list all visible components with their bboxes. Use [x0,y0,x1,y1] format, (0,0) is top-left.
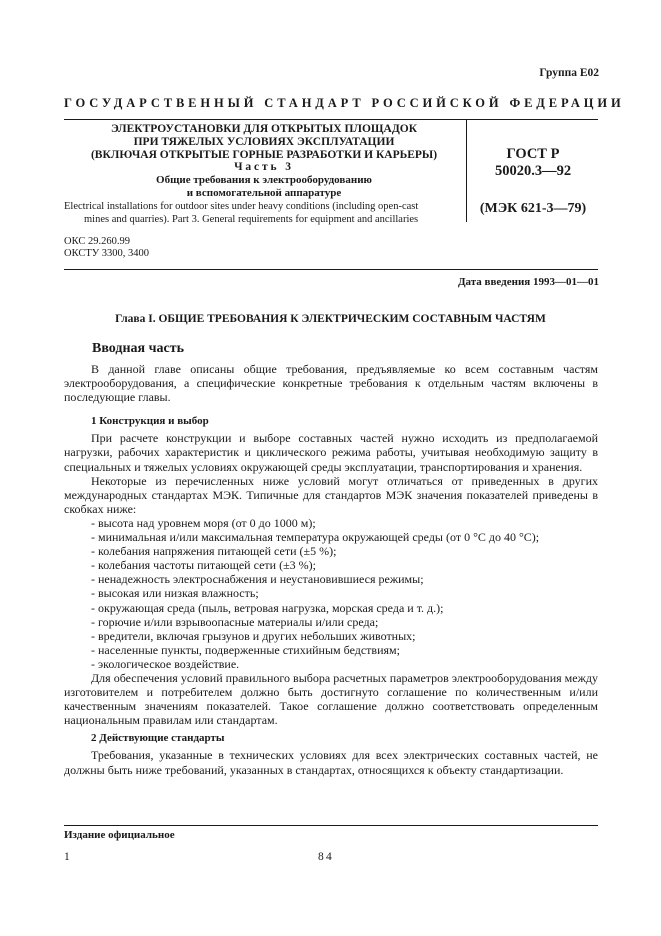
gost-number: 50020.3—92 [494,162,572,179]
gost-label: ГОСТ Р [506,146,560,162]
header-rule [64,119,598,120]
title-part: Часть 3 [234,161,294,174]
list-item: - вредители, включая грызунов и других небольших животных; [91,628,416,643]
section-2-paragraph-1: Требования, указанные в технических условиях для всех электрических составных частей, не должны быть ниже требований, указанных в стандартах, относящихся к объекту стандартизации. [64,748,598,777]
iec-reference: (МЭК 621-3—79) [479,201,587,216]
title-divider [466,120,467,222]
english-title-line-1: Electrical installations for outdoor sites under heavy conditions (including open-cast [64,200,419,212]
classification-codes [64,236,149,260]
list-item: - колебания частоты питающей сети (±3 %); [91,558,316,573]
official-edition-label: Издание официальное [64,829,175,841]
english-title-line-2: mines and quarries). Part 3. General requirements for equipment and ancillaries [84,213,419,225]
list-item: - окружающая среда (пыль, ветровая нагрузка, морская среда и т. д.); [91,600,444,615]
title-line-2: ПРИ ТЯЖЕЛЫХ УСЛОВИЯХ ЭКСПЛУАТАЦИИ [133,135,395,148]
page-number-center: 84 [318,851,335,863]
title-line-1: ЭЛЕКТРОУСТАНОВКИ ДЛЯ ОТКРЫТЫХ ПЛОЩАДОК [110,123,418,135]
footer-rule [64,825,598,826]
standard-title-block [64,123,464,226]
section-1-paragraph-2: Некоторые из перечисленных ниже условий могут отличаться от приведенных в других международных стандартах МЭК. Типичные для стандартов МЭК значения показателей приведены в скобках ниже: [64,473,598,516]
chapter-heading: Глава I. ОБЩИЕ ТРЕБОВАНИЯ К ЭЛЕКТРИЧЕСКИМ СОСТАВНЫМ ЧАСТЯМ [115,313,546,325]
list-item: - ненадежность электроснабжения и неустановившиеся режимы; [91,572,424,587]
list-item: - горючие и/или взрывоопасные материалы и/или среда; [91,614,379,629]
list-item: - населенные пункты, подверженные стихийным бедствиям; [91,642,400,657]
document-body [64,362,598,777]
oks-code: ОКС 29.260.99 [64,236,130,247]
state-standard-title: ГОСУДАРСТВЕННЫЙ СТАНДАРТ РОССИЙСКОЙ ФЕДЕРАЦИИ [64,96,625,110]
page-number-left: 1 [64,851,70,863]
section-2-heading: 2 Действующие стандарты [91,732,225,745]
section-1-heading: 1 Конструкция и выбор [91,415,209,428]
group-label: Группа Е02 [539,67,599,79]
subtitle-line-2: и вспомогательной аппаратуре [186,186,342,199]
list-item: - минимальная и/или максимальная температура окружающей среды (от 0 °С до 40 °С); [91,530,540,545]
classification-rule [64,269,598,270]
conditions-list [64,516,598,671]
section-1-paragraph-1: При расчете конструкции и выборе составных частей нужно исходить из предполагаемой нагрузки, рабочих характеристик и циклического режима работы, учитывая необходимую защиту в специальных и тяжелых условиях окружающей среды эксплуатации, транспортирования и хранения. [64,431,598,474]
list-item: - экологическое воздействие. [91,656,240,671]
section-1-paragraph-3: Для обеспечения условий правильного выбора расчетных параметров электрооборудования между изготовителем и потребителем должно быть достигнуто соглашение по количественным и/или качественным значениям показателей. Такое соглашение должно соответствовать определенным национальным правилам или стандартам. [64,670,598,728]
introduction-date: Дата введения 1993—01—01 [457,276,599,288]
gost-designation [468,146,598,217]
intro-heading: Вводная часть [92,341,185,356]
intro-paragraph: В данной главе описаны общие требования, предъявляемые ко всем составным частям электрооборудования, а специфические конкретные требования к отдельным частям включены в последующие главы. [64,362,598,405]
list-item: - высокая или низкая влажность; [91,586,259,601]
okstu-code: ОКСТУ 3300, 3400 [64,248,150,259]
subtitle-line-1: Общие требования к электрооборудованию [156,174,372,187]
list-item: - колебания напряжения питающей сети (±5 %); [91,544,337,559]
list-item: - высота над уровнем моря (от 0 до 1000 м); [91,515,316,530]
title-line-3: (ВКЛЮЧАЯ ОТКРЫТЫЕ ГОРНЫЕ РАЗРАБОТКИ И КАРЬЕРЫ) [90,148,438,161]
